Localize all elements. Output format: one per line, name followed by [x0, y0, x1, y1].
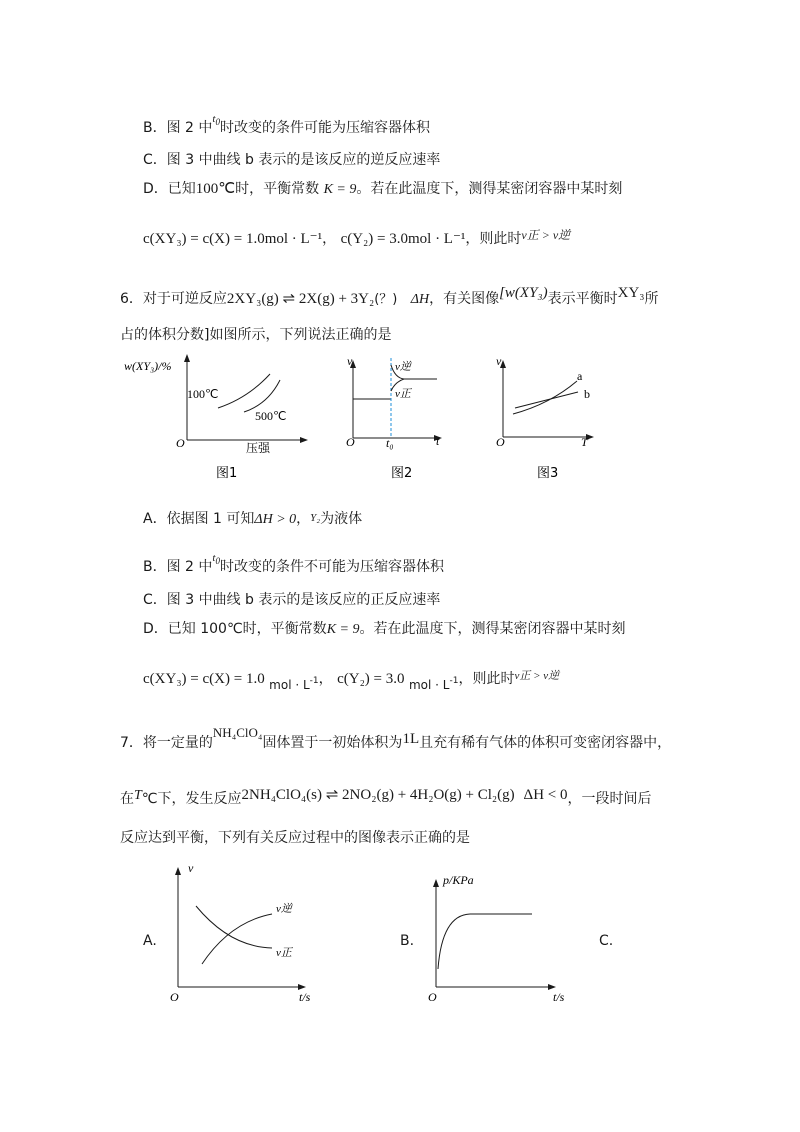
fig2-xlabel: t [436, 434, 440, 448]
figB-xlabel: t/s [553, 990, 565, 1004]
q6-d-c: 。若在此温度下，测得某密闭容器中某时刻 [359, 621, 626, 637]
fig1-curve1-label: 100℃ [187, 387, 219, 401]
q7-line2-c: ，一段时间后 [567, 791, 652, 807]
figB-ylabel: p/KPa [443, 873, 474, 887]
q6-t0: t0 [212, 552, 220, 566]
figure-2 [346, 354, 442, 481]
fig2-ylabel: v [347, 354, 353, 368]
q7-stem-c: 且充有稀有气体的体积可变密闭容器中， [419, 735, 672, 751]
fig2-origin: O [346, 435, 355, 449]
fig2-v-rev-label: v逆 [395, 361, 411, 373]
fig1-caption: 图1 [216, 466, 238, 481]
fig2-v-fwd-label: v正 [395, 388, 411, 400]
q6-unit-1: mol · $L^{-1}$ [269, 676, 319, 692]
q5-option-b-rest: 时改变的条件可能为压缩容器体积 [219, 120, 430, 136]
q5-option-c: C．图 3 中曲线 b 表示的是该反应的逆反应速率 [143, 152, 441, 168]
fig3-a-label: a [577, 369, 583, 383]
q5-option-b-text: B．图 2 中 [143, 120, 213, 136]
q5-d-temp: 100℃ [195, 181, 236, 197]
figA-v-fwd-label: v正 [276, 947, 292, 959]
figA-v-fwd-curve [196, 906, 272, 948]
q6-concentration-line: c(XY₃) = c(X) = 1.0 mol · $L^{-1}$， c(Y₂) = 3.0 mol · $L^{-1}$，则此时$^{v正 > v逆}$ [143, 670, 560, 692]
q7-figure-a [170, 861, 311, 1004]
q7-line2-b: ℃下，发生反应 [141, 791, 242, 807]
q5-conc-2: c(Y₂) = 3.0mol · L⁻¹ [340, 231, 466, 247]
q6-figures [120, 350, 620, 486]
fig3-origin: O [496, 435, 505, 449]
q7-figures [160, 855, 565, 1015]
q7-stem-a: 7．将一定量的 [120, 735, 213, 751]
q5-option-b [143, 110, 430, 137]
q7-option-b-label: B. [400, 933, 415, 949]
q6-eq-q: (？) [374, 292, 398, 307]
q6-a-y2: Y₂ [310, 512, 321, 524]
figA-xlabel: t/s [299, 990, 311, 1004]
q6-conc-1: c(XY₃) = c(X) = 1.0 [143, 671, 265, 687]
q6-option-a [143, 509, 362, 529]
figA-v-rev-label: v逆 [276, 903, 292, 915]
figB-pressure-curve [438, 914, 470, 969]
q7-line2 [120, 786, 652, 808]
q7-stem-b: 固体置于一初始体积为 [262, 735, 403, 751]
q6-unit-2: mol · $L^{-1}$ [408, 676, 459, 692]
q6-stem-d: 所 [644, 291, 659, 307]
fig1-curve-500 [244, 380, 280, 412]
q5-concentration-line: c(XY₃) = c(X) = 1.0mol · L⁻¹， c(Y₂) = 3.0mol · L⁻¹，则此时v正 > v逆 [143, 228, 571, 247]
fig3-curve-a [513, 381, 577, 414]
q7-line2-a: 在 [120, 791, 134, 807]
q6-stem-a: 6．对于可逆反应 [120, 291, 227, 307]
q7-dh: ΔH < 0 [523, 787, 568, 803]
q6-stem-b: ，有关图像 [429, 291, 500, 307]
q6-dh: ΔH [410, 292, 430, 307]
q5-t0: t0 [212, 113, 220, 127]
q6-a-dh: ΔH > 0 [254, 512, 297, 527]
fig3-ylabel: v [496, 354, 502, 368]
fig1-curve2-label: 500℃ [255, 409, 287, 423]
q5-d-b: 时，平衡常数 [235, 181, 320, 197]
figA-origin: O [170, 990, 179, 1004]
q5-vcmp: v正 > v逆 [521, 228, 571, 242]
q5-conc-3: ，则此时 [465, 231, 522, 247]
q6-d-k: K = 9 [326, 622, 360, 637]
fig1-origin: O [176, 436, 185, 450]
q6-stem-c: 表示平衡时 [547, 291, 618, 307]
figA-y-arrow [175, 867, 181, 875]
q6-option-c: C．图 3 中曲线 b 表示的是该反应的正反应速率 [143, 592, 441, 608]
q7-option-a-label: A. [143, 933, 157, 949]
q6-a-liquid: 为液体 [320, 511, 363, 527]
q6-vcmp: v正 > v逆 [514, 670, 560, 682]
q5-d-c: 。若在此温度下，测得某密闭容器中某时刻 [356, 181, 623, 197]
q7-vol: 1L [402, 731, 420, 747]
q6-bracket: [w(XY₃) [499, 285, 548, 301]
q6-d-a: D．已知 100℃时，平衡常数 [143, 621, 327, 637]
q6-stem-line2: 占的体积分数]如图所示，下列说法正确的是 [120, 327, 392, 343]
figA-v-rev-curve [202, 914, 272, 964]
fig2-t0-label: t₀ [386, 436, 394, 450]
q6-xy3: XY₃ [617, 285, 645, 301]
q6-stem [120, 284, 659, 309]
fig3-curve-b [515, 392, 578, 408]
figure-3 [496, 354, 594, 481]
q5-d-a: D．已知 [143, 181, 196, 197]
fig2-caption: 图2 [391, 466, 413, 481]
q6-equation: 2XY₃(g) ⇌ 2X(g) + 3Y₂ [226, 291, 375, 307]
q6-conc-2: c(Y₂) = 3.0 [337, 671, 405, 687]
q7-stem [120, 724, 671, 752]
figB-origin: O [428, 990, 437, 1004]
q6-option-b-text: B．图 2 中 [143, 559, 213, 575]
q6-option-d [143, 620, 625, 639]
q7-figure-b [428, 873, 565, 1004]
q7-line3: 反应达到平衡，下列有关反应过程中的图像表示正确的是 [120, 830, 470, 846]
fig1-xlabel: 压强 [246, 441, 271, 455]
q7-reaction: 2NH₄ClO₄(s) ⇌ 2NO₂(g) + 4H₂O(g) + Cl₂(g) [241, 787, 515, 803]
q7-T: T [134, 788, 142, 803]
figA-ylabel: v [188, 861, 194, 875]
fig1-x-arrow [300, 437, 308, 443]
q5-d-k: K = 9 [323, 182, 357, 197]
fig1-ylabel: w(XY₃)/% [124, 359, 172, 373]
fig3-caption: 图3 [537, 466, 559, 481]
q5-conc-1: c(XY₃) = c(X) = 1.0mol · L⁻¹ [143, 231, 323, 247]
figure-1 [124, 354, 308, 481]
q7-salt: NH₄ClO₄ [212, 725, 263, 740]
fig1-y-arrow [184, 354, 190, 362]
q7-option-c-label: C. [599, 933, 614, 949]
q5-option-d [143, 180, 622, 199]
q6-option-b-rest: 时改变的条件不可能为压缩容器体积 [219, 559, 444, 575]
q6-a-text: A．依据图 1 可知 [143, 511, 255, 527]
fig3-xlabel: T [581, 435, 588, 449]
q6-a-comma: ， [296, 511, 311, 527]
q6-conc-3: ，则此时 [458, 671, 515, 687]
figB-y-arrow [433, 879, 439, 887]
fig3-b-label: b [584, 387, 590, 401]
q6-option-b [143, 549, 444, 576]
